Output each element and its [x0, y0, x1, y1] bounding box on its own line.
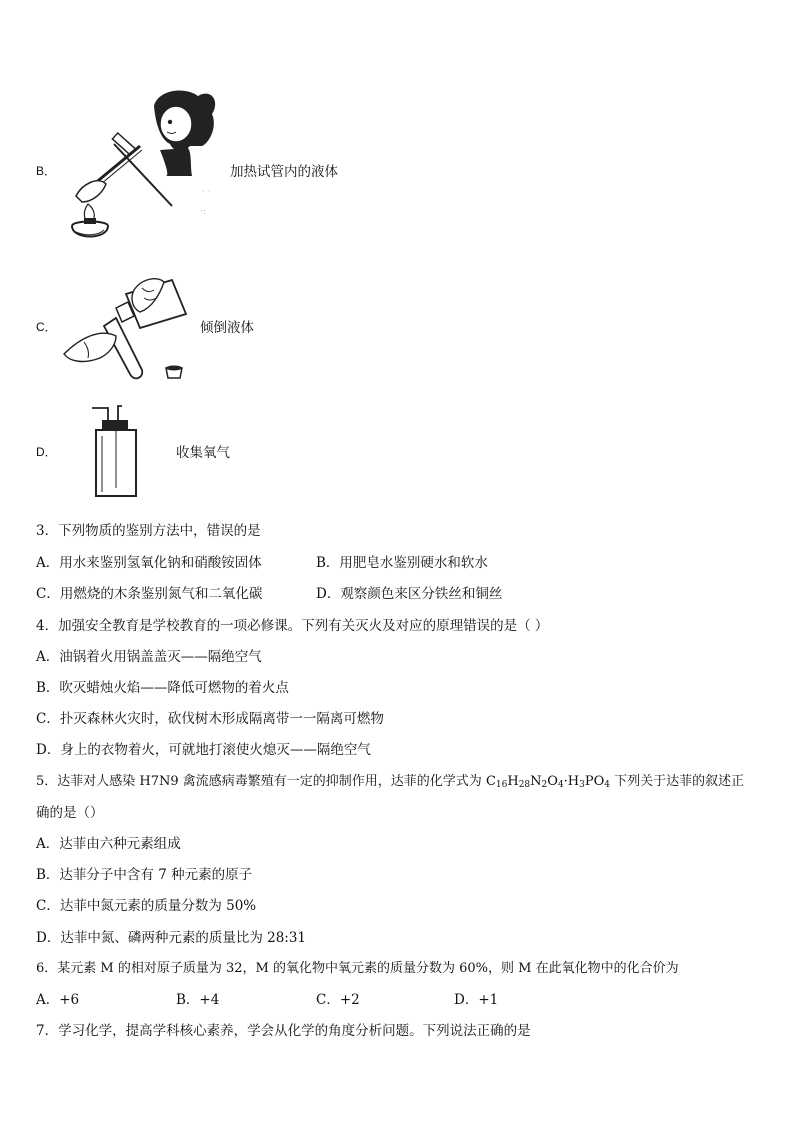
q3-option-c: C．用燃烧的木条鉴别氮气和二氧化碳 [36, 586, 263, 602]
option-c-label: C． [36, 320, 57, 334]
q4-option-b: B．吹灭蜡烛火焰——降低可燃物的着火点 [36, 680, 289, 696]
q5-stem [36, 770, 744, 790]
q5-stem-line2: 确的是（） [36, 805, 104, 821]
q3-option-a: A．用水来鉴别氢氧化钠和硝酸铵固体 [36, 555, 262, 571]
q4-option-c: C．扑灭森林火灾时，砍伐树木形成隔离带一一隔离可燃物 [36, 711, 384, 727]
pouring-liquid-illustration [60, 268, 200, 392]
svg-text:·:: ·: [200, 207, 206, 217]
q3-stem: 3．下列物质的鉴别方法中，错误的是 [36, 523, 261, 539]
q3-option-d: D．观察颜色来区分铁丝和铜丝 [316, 586, 503, 602]
q4-stem: 4．加强安全教育是学校教育的一项必修课。下列有关灭火及对应的原理错误的是（ ） [36, 618, 549, 634]
option-b-label: B． [36, 164, 57, 178]
option-d-caption: 收集氧气 [176, 445, 230, 461]
option-b-caption: 加热试管内的液体 [230, 164, 338, 180]
q5-option-b: B．达菲分子中含有 7 种元素的原子 [36, 867, 253, 883]
q6-option-d: D．+1 [454, 992, 499, 1008]
option-d-label: D． [36, 445, 57, 459]
q6-option-a: A．+6 [36, 992, 80, 1008]
q7-stem: 7．学习化学，提高学科核心素养，学会从化学的角度分析问题。下列说法正确的是 [36, 1023, 531, 1039]
q6-option-c: C．+2 [316, 992, 360, 1008]
gas-collection-bottle-illustration [88, 402, 148, 506]
q5-option-c: C．达菲中氮元素的质量分数为 50% [36, 898, 257, 914]
heating-test-tube-illustration [62, 84, 242, 258]
q5-option-d: D．达菲中氮、磷两种元素的质量比为 28:31 [36, 930, 307, 946]
q6-stem: 6．某元素 M 的相对原子质量为 32，M 的氧化物中氧元素的质量分数为 60%，则 M 在此氧化物中的化合价为 [36, 961, 679, 976]
q5-option-a: A．达菲由六种元素组成 [36, 836, 181, 852]
q6-option-b: B．+4 [176, 992, 220, 1008]
svg-text:· ·: · · [202, 187, 211, 197]
q5-formula: $C_{16}H_{28}N_2O_4\cdot H_3PO_4$ [485, 774, 611, 790]
q4-option-a: A．油锅着火用锅盖盖灭——隔绝空气 [36, 649, 262, 665]
q5-stem-prefix: 5．达菲对人感染 H7N9 禽流感病毒繁殖有一定的抑制作用，达菲的化学式为 [36, 774, 486, 789]
q5-stem-suffix: 下列关于达菲的叙述正 [610, 774, 745, 789]
option-c-caption: 倾倒液体 [200, 320, 254, 336]
q4-option-d: D．身上的衣物着火，可就地打滚使火熄灭——隔绝空气 [36, 742, 371, 758]
q3-option-b: B．用肥皂水鉴别硬水和软水 [316, 555, 488, 571]
